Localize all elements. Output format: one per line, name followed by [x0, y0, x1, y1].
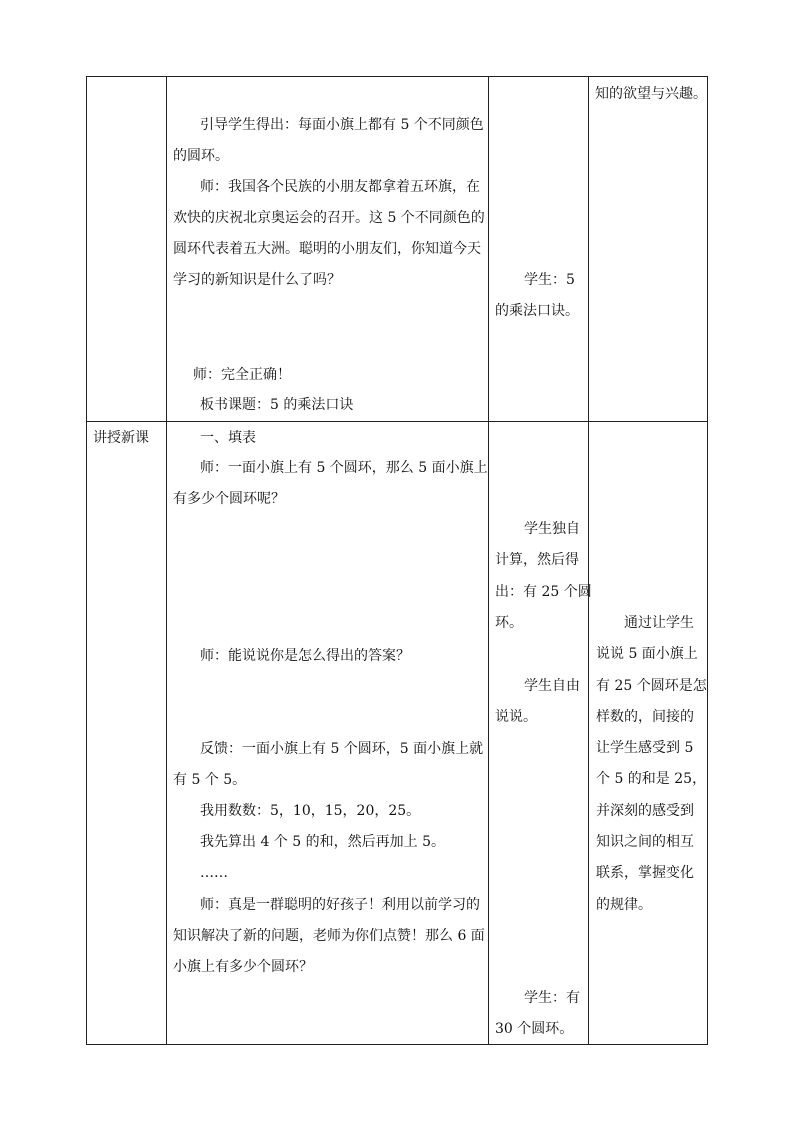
student-activity-line: 学生自由: [524, 678, 580, 694]
table-column-divider: [488, 76, 489, 1045]
design-intent-line: 知的欲望与兴趣。: [595, 86, 707, 102]
design-intent-line: 有 25 个圆环是怎: [596, 678, 707, 694]
teacher-text-line: 师：能说说你是怎么得出的答案？: [200, 648, 410, 664]
teacher-text-line: 师：我国各个民族的小朋友都拿着五环旗，在: [200, 179, 480, 195]
teacher-text-line: 有 5 个 5。: [173, 772, 247, 788]
design-intent-line: 个 5 的和是 25，: [596, 771, 707, 787]
teacher-text-line: 我先算出 4 个 5 的和，然后再加上 5。: [200, 834, 445, 850]
table-border-top: [86, 76, 708, 77]
teacher-text-line: 师：完全正确！: [193, 367, 291, 383]
design-intent-line: 知识之间的相互: [596, 834, 694, 850]
teacher-text-line: 一、填表: [200, 430, 256, 446]
teacher-text-line: 有多少个圆环呢？: [173, 491, 285, 507]
teacher-text-line: 学习的新知识是什么了吗？: [173, 272, 341, 288]
design-intent-line: 联系，掌握变化: [596, 865, 694, 881]
table-border-left: [86, 76, 87, 1045]
student-activity-line: 环。: [495, 615, 523, 631]
teacher-text-line: 欢快的庆祝北京奥运会的召开。这 5 个不同颜色的: [173, 210, 485, 226]
table-border-bottom: [86, 1044, 708, 1045]
teacher-text-line: 小旗上有多少个圆环？: [173, 959, 313, 975]
design-intent-line: 通过让学生: [624, 615, 694, 631]
student-activity-line: 计算，然后得: [495, 552, 579, 568]
stage-label: 讲授新课: [93, 430, 149, 446]
student-activity-line: 说说。: [495, 709, 537, 725]
teacher-text-line: 师：一面小旗上有 5 个圆环，那么 5 面小旗上: [200, 460, 488, 476]
teacher-text-line: 引导学生得出：每面小旗上都有 5 个不同颜色: [200, 117, 484, 133]
teacher-text-line: 我用数数：5，10，15，20，25。: [200, 803, 421, 819]
teacher-text-line: 的圆环。: [173, 148, 229, 164]
design-intent-line: 的规律。: [596, 897, 652, 913]
table-border-right: [707, 76, 708, 1045]
teacher-text-line: 反馈：一面小旗上有 5 个圆环，5 面小旗上就: [200, 741, 484, 757]
teacher-text-line: 圆环代表着五大洲。聪明的小朋友们，你知道今天: [173, 241, 481, 257]
student-activity-line: 学生：有: [524, 990, 580, 1006]
student-activity-line: 学生独自: [524, 521, 580, 537]
table-row-divider: [86, 421, 708, 422]
table-column-divider: [588, 76, 589, 1045]
student-activity-line: 学生：5: [524, 272, 575, 288]
design-intent-line: 样数的，间接的: [596, 709, 694, 725]
teacher-text-line: 师：真是一群聪明的好孩子！利用以前学习的: [200, 897, 480, 913]
teacher-text-line: 板书课题：5 的乘法口诀: [200, 397, 354, 413]
student-activity-line: 30 个圆环。: [495, 1021, 574, 1037]
design-intent-line: 并深刻的感受到: [596, 803, 694, 819]
teacher-text-line: ……: [200, 865, 228, 881]
teacher-text-line: 知识解决了新的问题，老师为你们点赞！那么 6 面: [173, 928, 485, 944]
design-intent-line: 让学生感受到 5: [596, 740, 694, 756]
table-column-divider: [166, 76, 167, 1045]
student-activity-line: 出：有 25 个圆: [495, 584, 592, 600]
design-intent-line: 说说 5 面小旗上: [596, 646, 698, 662]
student-activity-line: 的乘法口诀。: [495, 303, 579, 319]
